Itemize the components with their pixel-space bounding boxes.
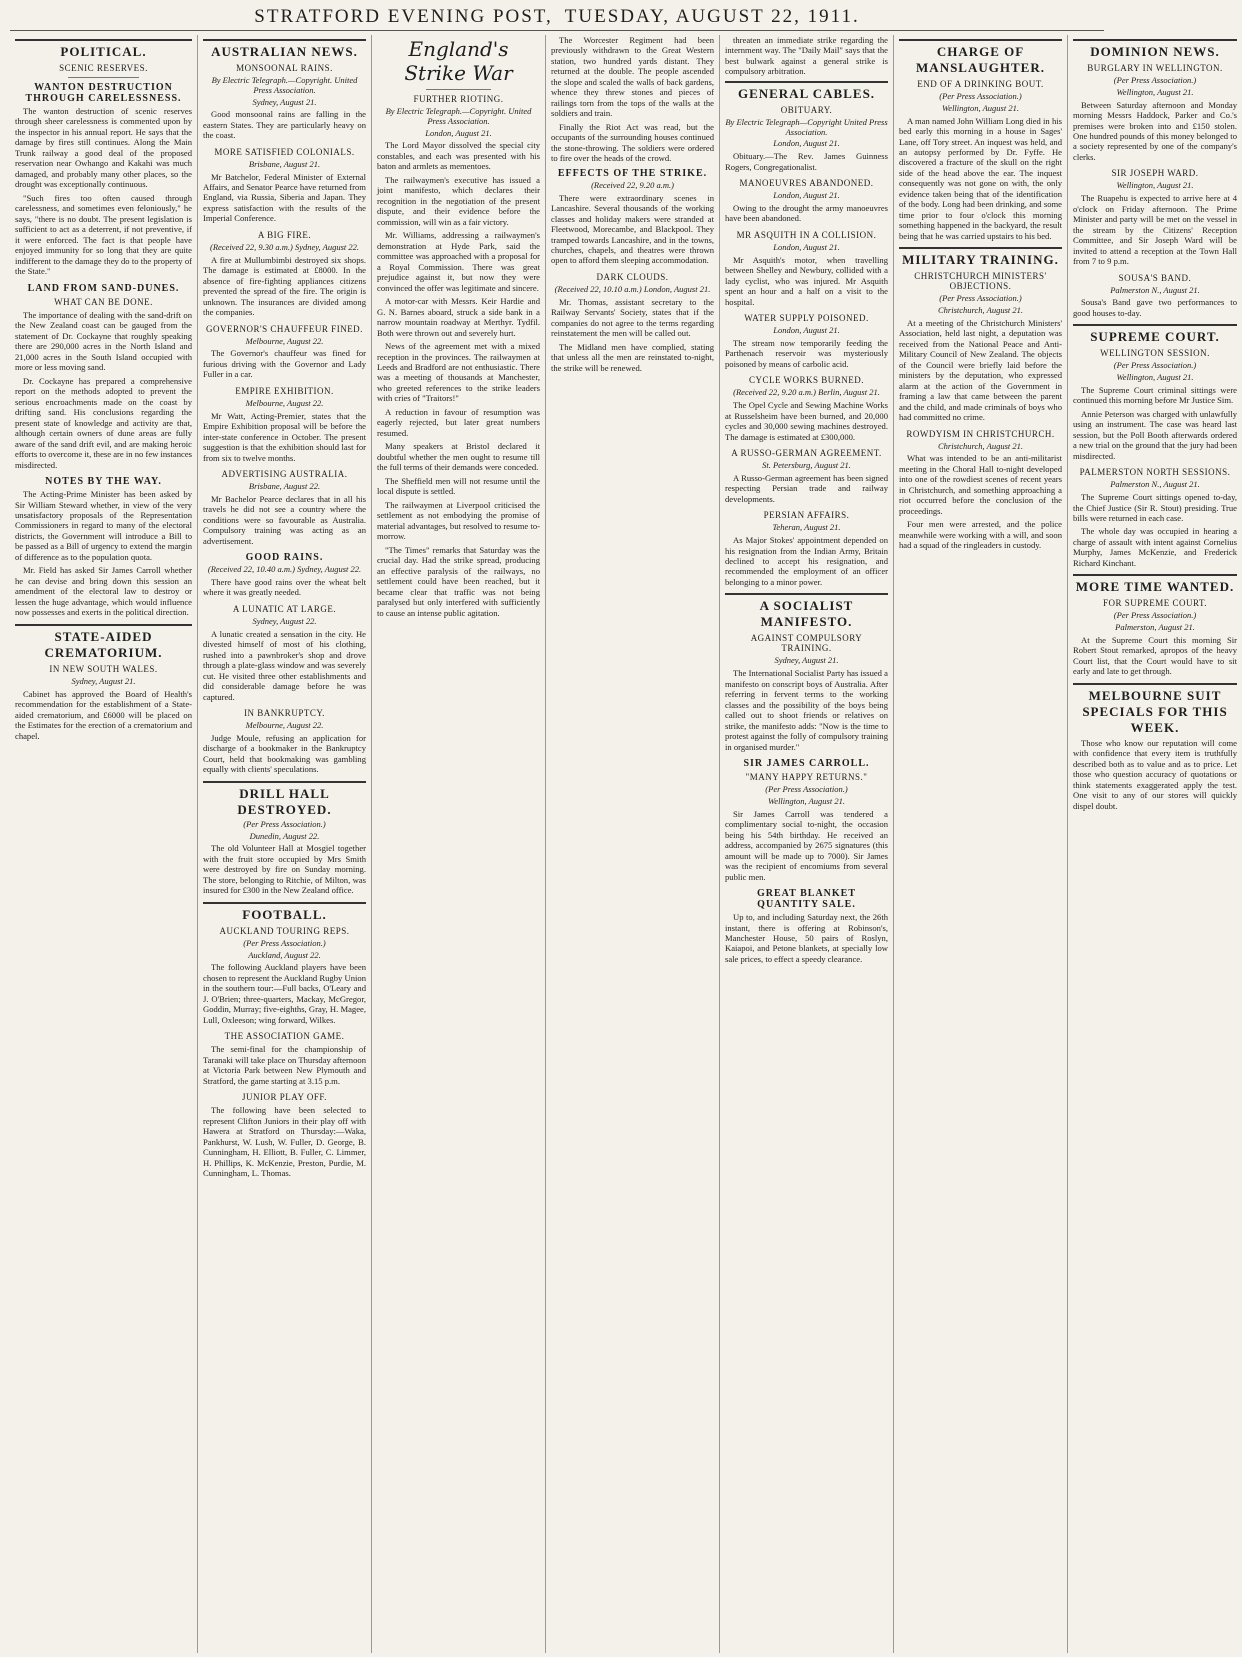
wire-credit: By Electric Telegraph—Copyright United Press Association. [725,116,888,137]
article-headline: GOVERNOR'S CHAUFFEUR FINED. [206,323,363,334]
paragraph: At the Supreme Court this morning Sir Robert Stout remarked, apropos of the heavy Court list, that the Court would have to sit early and late to get through. [1073,634,1237,677]
article-lunatic [203,604,366,702]
article-headline: A RUSSO-GERMAN AGREEMENT. [731,448,882,459]
dateline: London, August 21. [773,325,840,336]
dateline: (Received 22, 10.10 a.m.) London, August 21. [554,283,711,294]
dateline: Melbourne, August 22. [245,720,324,731]
dateline: (Received 22, 9.30 a.m.) Sydney, August 22. [209,241,360,252]
dateline: Wellington, August 21. [768,795,845,806]
dateline: Sydney, August 21. [71,675,136,686]
dateline: Sydney, August 21. [252,96,317,107]
article-drill-hall [203,781,366,896]
article-subhead: CHRISTCHURCH MINISTERS' OBJECTIONS. [914,271,1047,292]
column-political [10,35,198,1653]
dateline: Palmerston N., August 21. [1110,284,1200,295]
paragraph: Four men were arrested, and the police meanwhile were working with a will, and soon had a squad of the ringleaders in custody. [899,519,1062,551]
advert-melbourne-suits [1073,683,1237,811]
paragraph: At a meeting of the Christchurch Ministers' Association, held last night, a deputation was received from the National Peace and Anti-Military Council of New Zealand. The objects of the Council were briefly laid before the ministers by the deputation, who expressed alarm at the action of the Government in framing a law that came between the parent and the child, and made criminals of boys who had committed no crime. [899,317,1062,423]
article-headline: CYCLE WORKS BURNED. [748,375,865,386]
article-headline: DARK CLOUDS. [596,271,669,282]
column-australian-news [198,35,372,1653]
column-manslaughter [894,35,1068,1653]
article-headline: DOMINION NEWS. [1073,39,1237,60]
paragraph: A motor-car with Messrs. Keir Hardie and G. N. Barnes aboard, struck a side bank in a narrow mountain roadway at Merthyr. Tydfil. Both were thrown out and severely hurt. [377,296,540,338]
article-crematorium [15,624,192,741]
masthead [10,6,1104,31]
section-heading: POLITICAL. [15,39,192,60]
dateline: Christchurch, August 21. [937,440,1023,451]
paragraph: The Supreme Court criminal sittings were continued this morning before Mr Justice Sim. [1073,384,1237,406]
dateline: Brisbane, August 21. [248,158,321,169]
column-general-cables [720,35,894,1653]
paragraph: The importance of dealing with the sand-drift on the New Zealand coast can be gauged from the statement of Dr. Cockayne that roughly speaking there are 290,000 acres in the North Island and 21,000 acres in the South Island occupied with more or less moving sand. [15,309,192,373]
article-effects-of-strike [551,168,714,266]
article-subhead: FOR SUPREME COURT. [1102,598,1208,609]
article-headline: MELBOURNE SUIT SPECIALS FOR THIS WEEK. [1073,683,1237,736]
article-more-time [1073,574,1237,676]
article-headline: PALMERSTON NORTH SESSIONS. [1079,467,1231,478]
article-headline: A BIG FIRE. [257,229,312,240]
paragraph: The old Volunteer Hall at Mosgiel together with the fruit store occupied by Mrs Smith were destroyed by fire on Sunday morning. The store, belonging to Ritchie, of Milton, was insured for £300 in the New Zealand office. [203,843,366,896]
paragraph: The following have been selected to represent Clifton Juniors in their play off with Hawera at Stratford on Thursday:—Waka, Pankhurst, W. Lush, W. Fuller, D. George, B. Cunningham, H. Elliott, B. Fuller, C. Limmer, H. Phillips, K. McKenzie, Preston, Purdie, M. Cunningham, L. Thomas. [203,1105,366,1179]
paragraph: The International Socialist Party has issued a manifesto on conscript boys of Australia. After referring in fervent terms to the working classes and the possibility of the boys being called out to shoot friends or relatives on strike, the manifesto adds: "Now is the time to protest against the folly of compulsory training in organised murder." [725,668,888,752]
article-subhead: BURGLARY IN WELLINGTON. [1087,63,1223,73]
paragraph: Mr Bachelor Pearce declares that in all his travels he did not see a country where the conditions were so favourable as Australia. Compulsory training was acting as an advertisement. [203,493,366,546]
paragraph: A Russo-German agreement has been signed respecting Persian trade and railway developments. [725,472,888,504]
article-headline: A LUNATIC AT LARGE. [232,603,337,614]
paragraph: What was intended to be an anti-militarist meeting in the Choral Hall to-night developed into one of the rowdiest scenes of recent years in Christchurch, and something approaching a riot occurred before the conclusion of the proceedings. [899,453,1062,516]
article-dark-clouds [551,272,714,373]
paragraph: The railwaymen at Liverpool criticised the settlement as not embodying the promise of material advantages, but resolved to resume to-morrow. [377,499,540,542]
paragraph: Mr Asquith's motor, when travelling between Shelley and Newbury, collided with a lady cyclist, who was injured. Mr Asquith spent an hour and a half on a visit to the hospital. [725,254,888,307]
paragraph: A man named John William Long died in his bed early this morning in a house in Sages' Lane, off Tory street. An inquest was held, and an autopsy performed by Dr. Fyffe. He discovered a fracture of the skull on the right side of the head above the ear. The inquest consequently was not gone on with, the only evidence taken being that of the identification of the body. Long had been drinking, and some time prior to four o'clock this morning something happened in the backyard, the result being that he was carried upstairs to his bed. [899,115,1062,241]
wire-credit: (Per Press Association.) [243,818,326,829]
paragraph: Sir James Carroll was tendered a complimentary social to-night, the occasion being his 54th birthday. He received an address, accompanied by 2675 signatures (this amount will be made up to 7000). Sir James was the recipient of encomiums from several public men. [725,808,888,882]
article-james-carroll [725,758,888,882]
paragraph: The Opel Cycle and Sewing Machine Works at Russelsheim have been burned, and 20,000 cycles and 30,000 sewing machines destroyed. The damage is estimated at £300,000. [725,400,888,442]
columns [10,35,1237,1653]
article-headline: MORE SATISFIED COLONIALS. [214,146,355,157]
dateline: Melbourne, August 22. [245,397,324,408]
dateline: London, August 21. [773,190,840,201]
paragraph: "Such fires too often caused through carelessness, and sometimes even feloniously," he says, "there is no doubt. The present legislation is sufficient to act as a deterrent, if not preventive, if it were enforced. The fact is that people have enjoyed immunity for so long that they are quite indifferent to the damage they do to the property of the State." [15,192,192,277]
article-monsoonal-rains [203,63,366,141]
article-headline: SIR JOSEPH WARD. [1111,168,1199,179]
article-headline: MR ASQUITH IN A COLLISION. [736,229,877,240]
dateline: London, August 21. [773,138,840,149]
article-blanket-sale [725,888,888,964]
paragraph: Many speakers at Bristol declared it doubtful whether the men ought to resume till the full terms of their demands were conceded. [377,441,540,473]
article-headline: ADVERTISING AUSTRALIA. [221,469,348,480]
paragraph: Obituary.—The Rev. James Guinness Rogers, Congregationalist. [725,151,888,172]
article-palmerston-sessions [1073,467,1237,568]
article-headline: THE ASSOCIATION GAME. [224,1031,345,1042]
paragraph: Between Saturday afternoon and Monday morning Messrs Haddock, Parker and Co.'s premises were broken into and £150 stolen. One hundred pounds of this money belonged to a society represented by one of the company's clerks. [1073,99,1237,162]
article-cycle-works [725,375,888,442]
article-headline: EMPIRE EXHIBITION. [235,385,334,396]
article-socialist-manifesto [725,593,888,752]
paragraph: Annie Peterson was charged with unlawfully using an instrument. The case was heard last session, but the Poll Booth afterwards ordered a new trial on the ground that the jury had been misdirected. [1073,408,1237,461]
wire-credit: By Electric Telegraph.—Copyright. United Press Association. [211,75,358,95]
column-strike-continued [546,35,720,1653]
paragraph: The Midland men have complied, stating that unless all the men are reinstated to-night, the strike will be renewed. [551,341,714,373]
wire-credit: (Per Press Association.) [1113,610,1197,621]
article-subhead: OBITUARY. [780,104,833,115]
dateline: Wellington, August 21. [942,102,1019,113]
dateline: (Received 22, 9.20 a.m.) [591,179,674,190]
article-empire-exhibition [203,386,366,463]
article-advertising-australia [203,469,366,546]
paragraph: The railwaymen's executive has issued a joint manifesto, which declares their recognition in the negotiation of the present dispute, and their evidence before the commission, will win as a fair victory. [377,174,540,227]
article-military-training [899,247,1062,422]
dateline: Melbourne, August 22. [245,335,324,346]
article-russo-german [725,448,888,504]
article-subhead: AGAINST COMPULSORY TRAINING. [750,633,863,654]
dateline: London, August 21. [773,241,840,252]
article-headline: ROWDYISM IN CHRISTCHURCH. [906,428,1055,439]
dateline: Palmerston, August 21. [1115,622,1195,633]
article-headline: LAND FROM SAND-DUNES. [27,282,180,294]
paragraph: There have good rains over the wheat belt where it was greatly needed. [203,576,366,598]
article-headline: WANTON DESTRUCTION THROUGH CARELESSNESS. [25,82,182,104]
dateline: London, August 21. [425,127,492,138]
article-obituary [725,81,888,172]
article-big-fire [203,230,366,318]
article-headline: GOOD RAINS. [245,552,324,564]
paragraph: The wanton destruction of scenic reserves through sheer carelessness is commented upon by the inspector in his annual report. He says that the damage by fires still continues. Along the Main Trunk railway a good deal of the proposed reservation near Owhango and Kakahi was much damaged, and probably many other places, so the drought was exceptionally continuous. [15,106,192,190]
wire-credit: (Per Press Association.) [243,937,326,948]
article-burglary [1073,39,1237,162]
paragraph: The semi-final for the championship of Taranaki will take place on Thursday afternoon at Victoria Park between New Plymouth and Stratford, the game starting at 3.15 p.m. [203,1044,366,1086]
article-water-supply [725,313,888,369]
paragraph: The Governor's chauffeur was fined for furious driving with the Governor and Lady Fuller in a car. [203,348,366,380]
article-chauffeur-fined [203,324,366,380]
dateline: Teheran, August 21. [772,522,841,533]
article-headline: EFFECTS OF THE STRIKE. [557,167,708,179]
article-manoeuvres [725,178,888,224]
article-sousa-band [1073,273,1237,319]
paragraph: The stream now temporarily feeding the Parthenach reservoir was mysteriously poisoned by means of carbolic acid. [725,337,888,369]
dateline: (Received 22, 10.40 a.m.) Sydney, August 22. [207,564,362,575]
article-scenic-reserves [15,63,192,277]
article-headline: NOTES BY THE WAY. [45,476,162,488]
article-manslaughter [899,39,1062,241]
paragraph: A reduction in favour of resumption was eagerly rejected, but later great numbers resumed. [377,406,540,438]
paragraph: Owing to the drought the army manoeuvres have been abandoned. [725,202,888,224]
article-headline: SOUSA'S BAND. [1118,272,1192,283]
column-dominion-news [1068,35,1242,1653]
paragraph: Dr. Cockayne has prepared a comprehensive report on the methods adopted to prevent the serious encroachments made on the coast by drifting sand. His conclusions regarding the present state of knowledge and activity are that, although certain owners of dune areas are fully aware of the sand drift evil, and are making heroic efforts to overcome it, these are in no few instances misdirected. [15,375,192,470]
article-headline: WATER SUPPLY POISONED. [744,313,869,324]
paragraph: The Worcester Regiment had been previously withdrawn to the Great Western station, two hundred yards distant. They returned at the double. The people ascended the slope and scaled the walls of back gardens, whence they threw stones and pieces of railings torn from the tops of the walls at the soldiers and train. [551,35,714,119]
paragraph: Finally the Riot Act was read, but the occupants of the surrounding houses continued the stone-throwing. The soldiers were ordered to fire over the heads of the crowd. [551,121,714,164]
section-heading: AUSTRALIAN NEWS. [203,39,366,60]
paragraph: The Acting-Prime Minister has been asked by Sir William Steward whether, in view of the very unsatisfactory proposals of the Representation Commissioners in regard to many of the electoral districts, the Government will introduce a Bill to be passed as a Bill of urgency to extend the margin of difference as to the population quota. [15,489,192,562]
paragraph: The Ruapehu is expected to arrive here at 4 o'clock on Friday afternoon. The Prime Minister and party will be met on the vessel in the stream by the Citizens' Reception Committee, and Sir Joseph Ward will be invited to attend a reception at the Town Hall from 7 to 9 p.m. [1073,193,1237,267]
dateline: Auckland, August 22. [248,949,321,960]
article-football [203,902,366,1025]
article-subhead: SCENIC RESERVES. [59,63,148,73]
paragraph: Judge Moule, refusing an application for discharge of a bookmaker in the Bankruptcy Court, held that bookmaking was gambling equally with clients' speculations. [203,732,366,775]
paragraph: threaten an immediate strike regarding the internment way. The "Daily Mail" says that the best bulwark against a general strike is compulsory arbitration. [725,35,888,77]
dateline: Palmerston N., August 21. [1110,479,1200,490]
dateline: Dunedin, August 22. [249,830,320,841]
article-headline: MANOEUVRES ABANDONED. [739,178,874,189]
paragraph: The whole day was occupied in hearing a charge of assault with intent against Cornelius Murphy, James McKenzie, and Frederick Richard Kinchant. [1073,526,1237,568]
article-subhead: IN NEW SOUTH WALES. [49,663,158,674]
article-rowdyism [899,429,1062,551]
paragraph: Those who know our reputation will come with confidence that every item is truthfully described both as to value and as to price. Let those who question accuracy of quotations or think statements exaggerated apply the test. One visit to any of our stores will quickly dispel doubt. [1073,737,1237,811]
paragraph: As Major Stokes' appointment depended on his resignation from the Indian Army, Britain declined to accept his resignation, and recommended the employment of an officer belonging to a minor power. [725,535,888,587]
article-headline: DRILL HALL DESTROYED. [203,781,366,818]
article-persian-affairs [725,510,888,587]
article-headline: IN BANKRUPTCY. [244,708,325,719]
dateline: St. Petersburg, August 21. [762,460,851,471]
article-supreme-court [1073,324,1237,461]
wire-credit: (Per Press Association.) [939,293,1022,304]
article-bankruptcy [203,708,366,775]
paragraph: Mr Watt, Acting-Premier, states that the Empire Exhibition proposal will be before the inter-state conference in October. The present suggestion is that the exhibition should last for from six to twelve months. [203,410,366,463]
dateline: Wellington, August 21. [1116,86,1194,97]
column-strike-war [372,35,546,1653]
article-subhead: "MANY HAPPY RETURNS." [745,772,868,783]
article-junior-play-off [203,1092,366,1178]
article-joseph-ward [1073,168,1237,266]
paragraph: "The Times" remarks that Saturday was the crucial day. Had the strike spread, producing an effective paralysis of the railways, no settlement could have been reached, but it became clear that traffic was not being paralysed but only interfered with sufficiently to cause an intense public agitation. [377,544,540,618]
paragraph: Up to, and including Saturday next, the 26th instant, there is offering at Robinson's, Manchester House, 50 pairs of Roslyn, Kaiapoi, and Petone blankets, at specially low sale prices, to effect a speedy clearance. [725,912,888,964]
paragraph: Cabinet has approved the Board of Health's recommendation for the establishment of a State-aided crematorium, and £6000 will be placed on the Estimates for the erection of a crematorium and chapel. [15,688,192,741]
dateline: Sydney, August 22. [252,615,317,626]
paragraph: Mr. Field has asked Sir James Carroll whether he can devise and bring down this session an amendment of the electoral law to destroy or lessen the huge advantage, which would influence now possesses and exerts in the political direction. [15,565,192,618]
wire-credit: (Per Press Association.) [1113,360,1197,371]
article-headline: CHARGE OF MANSLAUGHTER. [899,39,1062,76]
wire-credit: By Electric Telegraph.—Copyright. United Press Association. [385,106,532,126]
article-subhead: WHAT CAN BE DONE. [54,296,153,307]
paragraph: The Sheffield men will not resume until the local dispute is settled. [377,475,540,497]
article-headline: GREAT BLANKET QUANTITY SALE. [756,888,857,911]
article-subhead: AUCKLAND TOURING REPS. [219,925,350,936]
article-asquith-collision [725,230,888,307]
article-headline: GENERAL CABLES. [725,81,888,102]
article-subhead: FURTHER RIOTING. [413,94,504,104]
paragraph: A fire at Mullumbimbi destroyed six shops. The damage is estimated at £8000. In the absence of fire-fighting appliances citizens prevented the spread of the fire. The origin is unknown. The insurances are divided among the companies. [203,254,366,318]
dateline: Christchurch, August 21. [937,305,1023,316]
paragraph: Mr. Williams, addressing a railwaymen's demonstration at Hyde Park, said the committee was approached with a proposal for a Royal Commission. There was great prejudice against it, but now they were convinced the offer was legitimate and sincere. [377,230,540,293]
dateline: Wellington, August 21. [1116,180,1194,191]
article-subhead: MONSOONAL RAINS. [236,63,333,73]
dateline: (Received 22, 9.20 a.m.) Berlin, August 21. [733,387,880,398]
paragraph: A lunatic created a sensation in the city. He divested himself of most of his clothing, rushed into a pawnbroker's shop and drove through a plate-glass window and was severely cut. He visited three other establishments and did considerable damage before he was captured. [203,628,366,702]
paragraph: News of the agreement met with a mixed reception in the provinces. The railwaymen at Leeds and Bradford are not enthusiastic. There was a meeting of thousands at Manchester, who greeted references to the strike leaders with cries of "Traitors!" [377,341,540,404]
article-headline: JUNIOR PLAY OFF. [242,1092,327,1103]
feature-title: England's Strike War [404,37,513,85]
article-notes-by-the-way [15,476,192,618]
paragraph: The Lord Mayor dissolved the special city constables, and each was presented with his baton and armlets as mementoes. [377,140,540,172]
paper-name: STRATFORD EVENING POST, [254,6,553,27]
article-headline: STATE-AIDED CREMATORIUM. [15,624,192,661]
paragraph: The following Auckland players have been chosen to represent the Auckland Rugby Union in the southern tour:—Full backs, O'Leary and J. O'Brien; three-quarters, Mackay, McGregor, Goddin, Murray; five-eighths, Gray, H. Magee, Lull, Oxleeson; wing forward, Wilkes. [203,962,366,1025]
paragraph: Good monsoonal rains are falling in the eastern States. They are particularly heavy on the coast. [203,109,366,141]
article-subhead: WELLINGTON SESSION. [1100,348,1210,359]
article-satisfied-colonials [203,147,366,224]
article-subhead: END OF A DRINKING BOUT. [917,79,1044,89]
article-headline: FOOTBALL. [203,902,366,923]
paragraph: Sousa's Band gave two performances to good houses to-day. [1073,297,1237,318]
article-association-game [203,1031,366,1086]
article-headline: PERSIAN AFFAIRS. [763,510,850,521]
article-headline: MILITARY TRAINING. [899,247,1062,268]
article-sand-dunes [15,283,192,470]
article-headline: SIR JAMES CARROLL. [743,758,870,770]
dateline: Brisbane, August 22. [248,481,321,492]
paragraph: The Supreme Court sittings opened to-day, the Chief Justice (Sir R. Stout) presiding. True bills were returned in each case. [1073,492,1237,523]
article-headline: SUPREME COURT. [1073,324,1237,345]
issue-date: TUESDAY, AUGUST 22, 1911. [564,6,860,27]
paragraph: There were extraordinary scenes in Lancashire. Several thousands of the working classes and holiday makers were stranded at Fleetwood, Morecambe, and Blackpool. They tramped towards Lancashire, and in the towns, churches, chapels, and theatres were thrown open to afford them sleeping accommodation. [551,192,714,266]
article-good-rains [203,552,366,598]
dateline: Wellington, August 21. [1116,372,1194,383]
paragraph: Mr Batchelor, Federal Minister of External Affairs, and Senator Pearce have returned from England, via Russia, Siberia and Japan. They express satisfaction with the results of the Imperial Conference. [203,171,366,224]
article-headline: MORE TIME WANTED. [1073,574,1237,595]
wire-credit: (Per Press Association.) [1113,75,1197,85]
wire-credit: (Per Press Association.) [939,91,1022,101]
article-headline: A SOCIALIST MANIFESTO. [725,593,888,630]
dateline: Sydney, August 21. [774,655,839,666]
wire-credit: (Per Press Association.) [765,784,848,795]
paragraph: Mr. Thomas, assistant secretary to the Railway Servants' Society, states that if the companies do not agree to the terms regarding reinstatement the men will be called out. [551,296,714,339]
